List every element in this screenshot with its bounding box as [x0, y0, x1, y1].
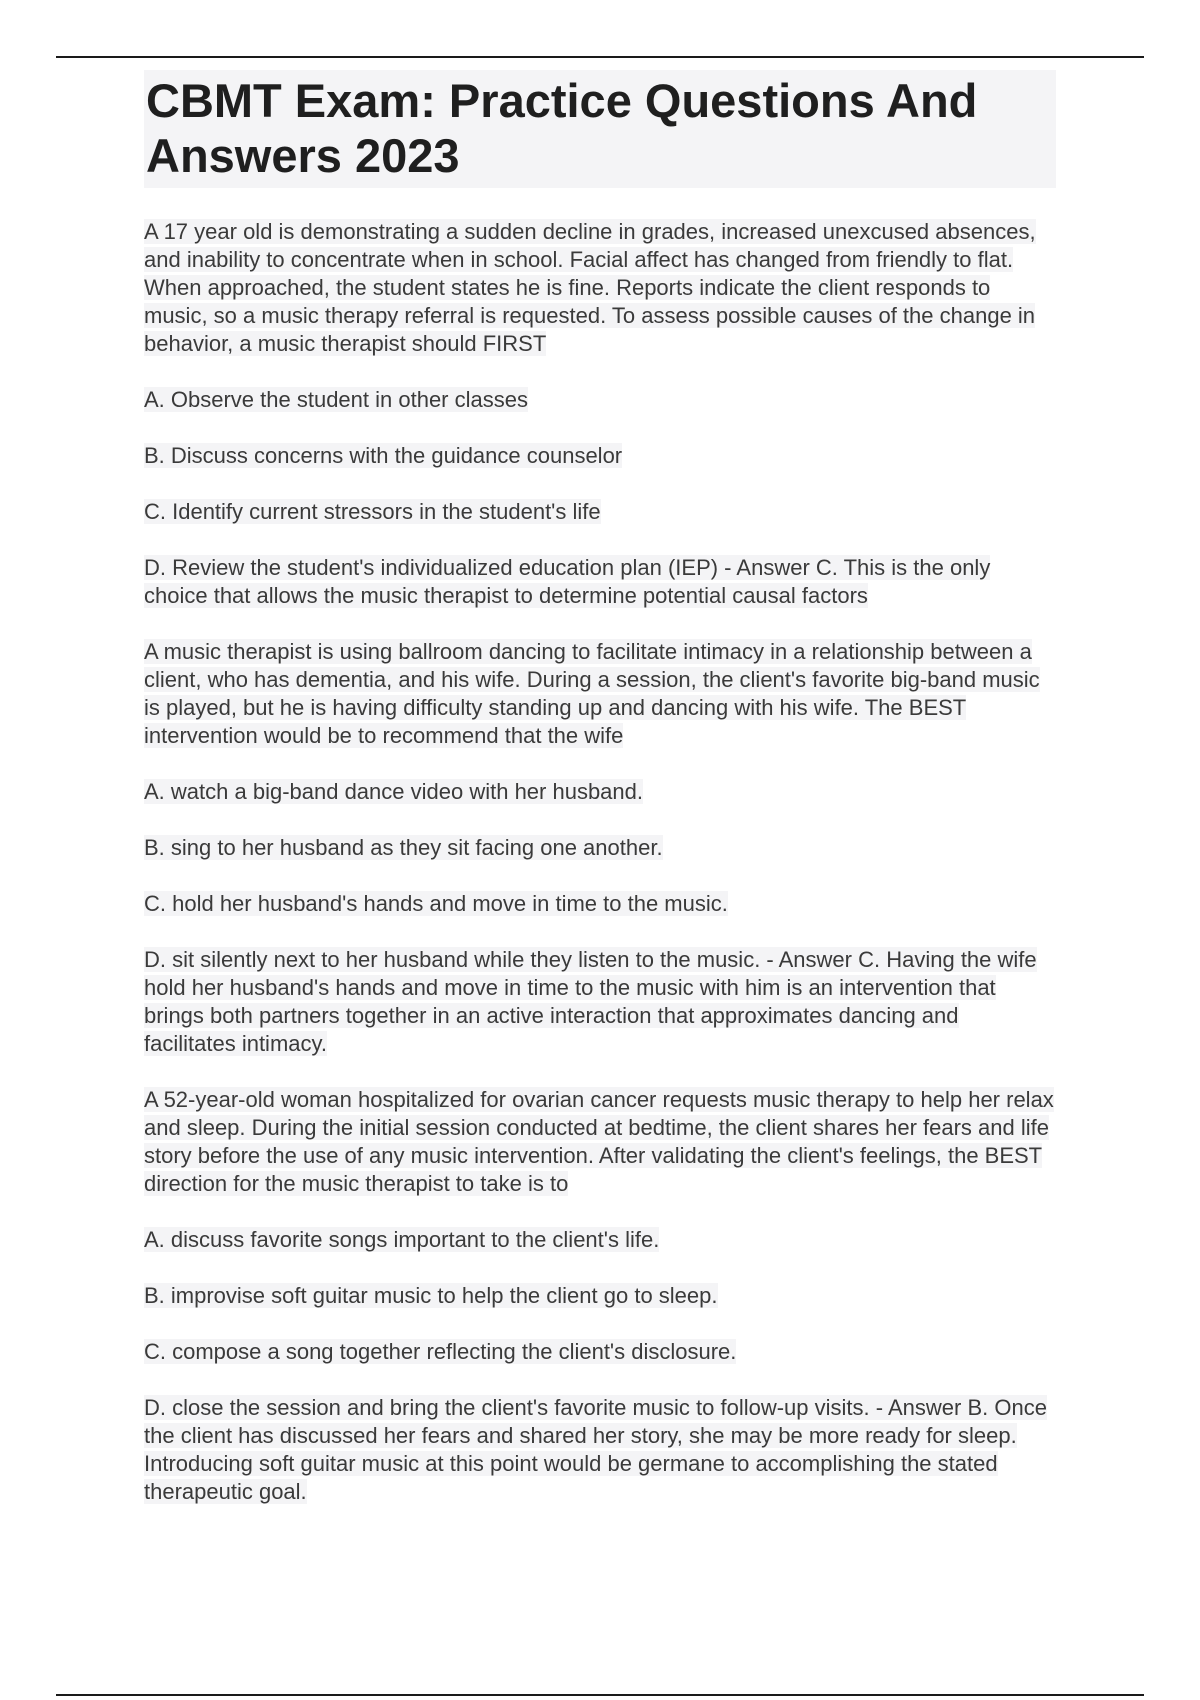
- answer-option-b: B. Discuss concerns with the guidance counselor: [144, 443, 623, 468]
- question-stem-text: A music therapist is using ballroom dancing to facilitate intimacy in a relationship between a client, who has dementia, and his wife. During a session, the client's favorite big-band music is played, but he is having difficulty standing up and dancing with his wife. The BEST intervention would be to recommend that the wife: [144, 639, 1040, 748]
- question-stem: [144, 218, 1056, 358]
- answer-option-b: B. improvise soft guitar music to help the client go to sleep.: [144, 1283, 718, 1308]
- answer-option-c: C. hold her husband's hands and move in time to the music.: [144, 891, 728, 916]
- page-title: CBMT Exam: Practice Questions And Answers 2023: [144, 70, 1056, 188]
- question-stem-text: A 52-year-old woman hospitalized for ovarian cancer requests music therapy to help her relax and sleep. During the initial session conducted at bedtime, the client shares her fears and life story before the use of any music intervention. After validating the client's feelings, the BEST direction for the music therapist to take is to: [144, 1087, 1054, 1196]
- question-stem-text: A 17 year old is demonstrating a sudden decline in grades, increased unexcused absences, and inability to concentrate when in school. Facial affect has changed from friendly to flat. When approached, the student states he is fine. Reports indicate the client responds to music, so a music therapy referral is requested. To assess possible causes of the change in behavior, a music therapist should FIRST: [144, 219, 1036, 356]
- top-rule: [56, 56, 1144, 58]
- answer-option-c: C. Identify current stressors in the student's life: [144, 499, 601, 524]
- answer-option-d-with-explanation: D. Review the student's individualized education plan (IEP) - Answer C. This is the only choice that allows the music therapist to determine potential causal factors: [144, 555, 991, 608]
- answer-option-a: A. watch a big-band dance video with her husband.: [144, 779, 643, 804]
- answer-option-d-with-explanation: D. sit silently next to her husband while they listen to the music. - Answer C. Having the wife hold her husband's hands and move in time to the music with him is an intervention that brings both partners together in an active interaction that approximates dancing and facilitates intimacy.: [144, 947, 1037, 1056]
- answer-option-a: A. discuss favorite songs important to the client's life.: [144, 1227, 660, 1252]
- question-block-2: [144, 638, 1056, 1058]
- document-body: [144, 70, 1056, 1506]
- question-stem: [144, 638, 1056, 750]
- answer-option-c: C. compose a song together reflecting the client's disclosure.: [144, 1339, 737, 1364]
- answer-option-b: B. sing to her husband as they sit facing one another.: [144, 835, 663, 860]
- question-stem: [144, 1086, 1056, 1198]
- question-block-1: [144, 218, 1056, 610]
- bottom-rule: [56, 1694, 1144, 1696]
- answer-option-a: A. Observe the student in other classes: [144, 387, 528, 412]
- answer-option-d-with-explanation: D. close the session and bring the client's favorite music to follow-up visits. - Answer B. Once the client has discussed her fears and shared her story, she may be more ready for sleep. Introducing soft guitar music at this point would be germane to accomplishing the stated therapeutic goal.: [144, 1395, 1047, 1504]
- question-block-3: [144, 1086, 1056, 1506]
